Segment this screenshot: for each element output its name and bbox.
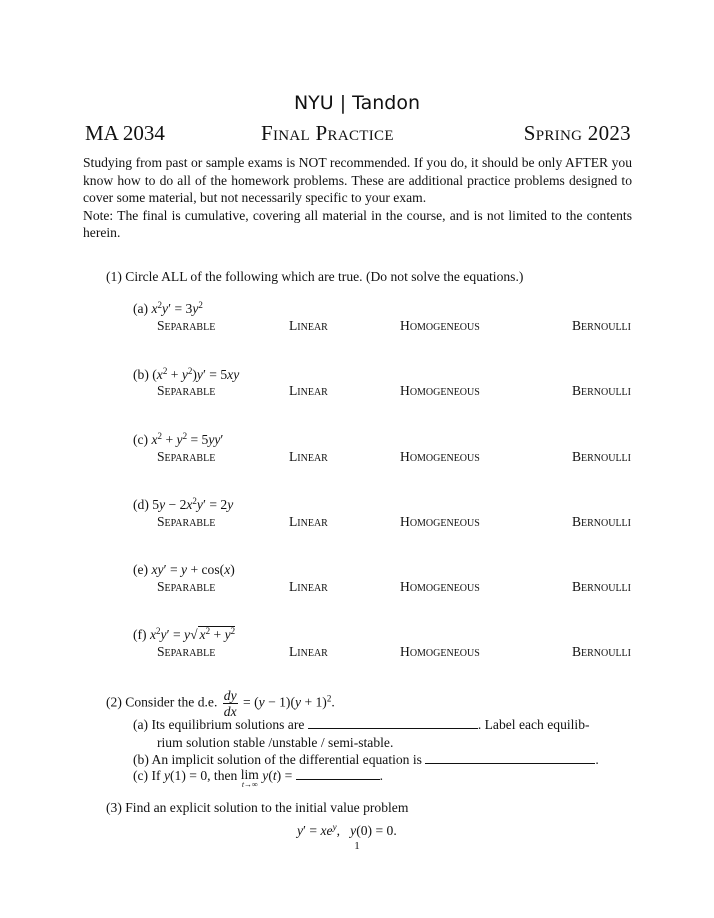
question-3-prompt: (3) Find an explicit solution to the initial value problem — [106, 800, 409, 815]
option-bernoulli[interactable]: Bernoulli — [571, 449, 631, 464]
question-1e-options — [157, 579, 631, 597]
option-bernoulli[interactable]: Bernoulli — [571, 644, 631, 659]
answer-blank[interactable] — [296, 769, 380, 780]
option-homogeneous[interactable]: Homogeneous — [400, 514, 480, 529]
part-label: (e) — [133, 562, 149, 577]
answer-blank[interactable] — [425, 753, 595, 764]
option-separable[interactable]: Separable — [157, 514, 216, 529]
question-1b-equation: (b) $(x^2 + y^2)y' = 5xy$ — [133, 366, 240, 382]
exam-name: Final Practice — [261, 121, 394, 145]
question-1b-options — [157, 383, 631, 401]
option-homogeneous[interactable]: Homogeneous — [400, 579, 480, 594]
option-separable[interactable]: Separable — [157, 318, 216, 333]
option-linear[interactable]: Linear — [289, 579, 328, 594]
option-separable[interactable]: Separable — [157, 644, 216, 659]
instructions-note: Note: The final is cumulative, covering all material in the course, and is not limited to the contents herein. — [83, 207, 632, 240]
question-2b: (b) An implicit solution of the differential equation is . — [133, 752, 599, 767]
question-1a-equation: (a) $x^2y' = 3y^2$ — [133, 300, 203, 316]
page-number: 1 — [354, 840, 360, 852]
question-2-prompt: (2) Consider the d.e. $\frac{dy}{dx}$ = $(y - 1)(y + 1)^2$. — [106, 688, 335, 719]
exam-title-bar — [85, 121, 631, 149]
question-2a-continued: rium solution stable /unstable / semi-stable. — [157, 735, 394, 750]
option-homogeneous[interactable]: Homogeneous — [400, 449, 480, 464]
option-linear[interactable]: Linear — [289, 383, 328, 398]
question-1c-equation: (c) $x^2 + y^2 = 5yy'$ — [133, 431, 224, 447]
option-bernoulli[interactable]: Bernoulli — [571, 579, 631, 594]
answer-blank[interactable] — [308, 718, 478, 729]
option-bernoulli[interactable]: Bernoulli — [571, 514, 631, 529]
limit-operator: lim t→∞ — [240, 767, 259, 789]
option-separable[interactable]: Separable — [157, 383, 216, 398]
question-2a: (a) Its equilibrium solutions are . Label each equilib- — [133, 717, 590, 732]
question-1d-options — [157, 514, 631, 532]
question-1e-equation: (e) xy′ = y + cos(x) — [133, 562, 235, 577]
part-label: (d) — [133, 497, 149, 512]
question-3-equation: $y' = xe^y$, y(0) = 0. — [297, 822, 397, 838]
question-1a-options — [157, 318, 631, 336]
option-linear[interactable]: Linear — [289, 318, 328, 333]
option-separable[interactable]: Separable — [157, 579, 216, 594]
part-label: (f) — [133, 627, 147, 642]
option-linear[interactable]: Linear — [289, 644, 328, 659]
option-homogeneous[interactable]: Homogeneous — [400, 318, 480, 333]
part-label: (c) — [133, 432, 149, 447]
course-code: MA 2034 — [85, 121, 165, 145]
question-1f-equation: (f) $x^2y' = y√$ $x^2 + y^2$ — [133, 626, 236, 642]
option-homogeneous[interactable]: Homogeneous — [400, 644, 480, 659]
option-linear[interactable]: Linear — [289, 514, 328, 529]
course-header: NYU | Tandon — [293, 92, 421, 114]
option-homogeneous[interactable]: Homogeneous — [400, 383, 480, 398]
question-1c-options — [157, 449, 631, 467]
option-separable[interactable]: Separable — [157, 449, 216, 464]
question-1f-options — [157, 644, 631, 662]
instructions — [83, 154, 632, 242]
question-2c: (c) If y(1) = 0, then lim t→∞ y(t) = . — [133, 767, 384, 789]
part-label: (b) — [133, 367, 149, 382]
question-1d-equation: (d) $5y - 2x^2y' = 2y$ — [133, 496, 234, 512]
instructions-paragraph: Studying from past or sample exams is NOT recommended. If you do, it should be only AFTER you know how to do all of the homework problems. These are additional practice problems designed to cover some material, but not necessarily specific to your exam. — [83, 155, 632, 205]
option-bernoulli[interactable]: Bernoulli — [571, 383, 631, 398]
part-label: (a) — [133, 301, 149, 316]
exam-term: Spring 2023 — [523, 121, 631, 145]
question-1-prompt: (1) Circle ALL of the following which are true. (Do not solve the equations.) — [106, 269, 524, 284]
option-bernoulli[interactable]: Bernoulli — [571, 318, 631, 333]
derivative-fraction: $\frac{dy}{dx}$ — [223, 688, 237, 719]
option-linear[interactable]: Linear — [289, 449, 328, 464]
